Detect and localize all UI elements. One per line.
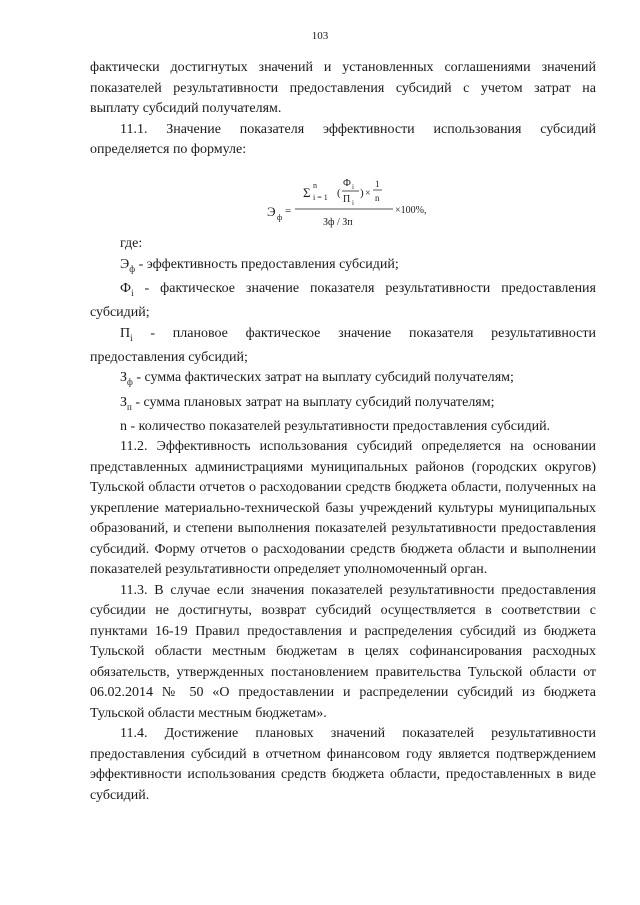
- intro-line-1: фактически достигнутых значений и установленных соглашениями значений: [90, 60, 596, 75]
- definition-item: [90, 368, 596, 392]
- def-text: - количество показателей результативности предоставления субсидий.: [127, 418, 551, 434]
- def-symbol-sub: i: [131, 287, 134, 298]
- formula-num-bottom: П: [343, 194, 351, 205]
- definitions-block: [90, 234, 596, 806]
- where-label: где:: [120, 236, 143, 251]
- formula-times: ×: [365, 188, 371, 199]
- def-symbol-sub: п: [127, 401, 132, 412]
- formula-lhs-sub: ф: [277, 213, 283, 222]
- def-text: - фактическое значение показателя результативности предоставления субсидий;: [90, 280, 596, 321]
- def-symbol: З: [120, 370, 128, 386]
- def-text: - плановое фактическое значение показателя результативности предоставления субсидий;: [90, 325, 596, 365]
- def-text: - эффективность предоставления субсидий;: [135, 256, 399, 272]
- paragraph-11-1: 11.1. Значение показателя эффективности использования субсидий определяется по формуле:: [90, 121, 596, 157]
- def-symbol-sub: ф: [129, 263, 136, 274]
- intro-line-3: выплату субсидий получателям.: [90, 101, 282, 116]
- paragraph-11-2: 11.2. Эффективность использования субсидий определяется на основании представленных администрациями муниципальных районов (городских округов) Тульской области отчетов о расходовании средств бюджета области, полученных на укрепление материально-технической базы учреждений культуры муниципальных образований, и степени выполнения показателей результативности предоставления субсидий. Форму отчетов о расходовании средств бюджета области и выполнении показателей результативности определяет уполномоченный орган.: [90, 439, 596, 578]
- definition-item: [90, 279, 596, 324]
- def-text: - сумма плановых затрат на выплату субсидий получателям;: [131, 394, 495, 410]
- page-number: 103: [311, 30, 329, 42]
- def-symbol: Ф: [120, 280, 132, 296]
- formula-paren-close: ): [360, 187, 364, 199]
- formula-sum: Σ: [303, 185, 311, 200]
- def-symbol-sub: ф: [127, 377, 133, 388]
- formula-lhs: Э: [267, 204, 276, 219]
- def-text: - сумма фактических затрат на выплату субсидий получателям;: [132, 370, 514, 386]
- formula-num-top-sub: i: [352, 183, 354, 191]
- formula-num-top: Ф: [343, 178, 351, 189]
- formula-equals: =: [285, 205, 292, 217]
- efficiency-formula: [90, 172, 596, 232]
- formula-sum-top: n: [313, 181, 317, 190]
- paragraph-11-4: 11.4. Достижение плановых значений показателей результативности предоставления субсидий в отчетном финансовом году является подтверждением эффективности использования средств бюджета области, предоставленных в виде субсидий.: [90, 726, 596, 803]
- formula-one: 1: [375, 179, 380, 189]
- formula-num-bottom-sub: i: [352, 199, 354, 207]
- paragraph-11-3: 11.3. В случае если значения показателей результативности предоставления субсидии не достигнуты, возврат субсидий осуществляется в соответствии с пунктами 16-19 Правил предоставления и распределения субсидий из бюджета Тульской области местным бюджетам в целях софинансирования расходных обязательств, утвержденных постановлением правительства Тульской области от 06.02.2014 № 50 «О предоставлении и распределении субсидий из бюджета Тульской области местным бюджетам».: [90, 582, 596, 721]
- formula-paren-open: (: [337, 187, 341, 199]
- def-symbol: Э: [120, 256, 130, 272]
- def-symbol-sub: i: [130, 332, 133, 343]
- definition-item: [90, 324, 596, 369]
- definition-item: [90, 255, 596, 279]
- definition-item: [90, 393, 596, 417]
- formula-n: n: [375, 193, 380, 203]
- definition-item: [90, 417, 596, 438]
- intro-line-2: показателей результативности предоставления субсидий с учетом затрат на: [90, 80, 596, 96]
- formula-tail: ×100%,: [395, 205, 427, 216]
- formula-denominator: Зф / Зп: [323, 217, 353, 228]
- def-symbol: n: [120, 418, 127, 434]
- formula-sum-bottom: i = 1: [313, 193, 328, 202]
- def-symbol: П: [120, 325, 131, 341]
- document-body: [90, 58, 596, 161]
- def-symbol: З: [120, 394, 128, 410]
